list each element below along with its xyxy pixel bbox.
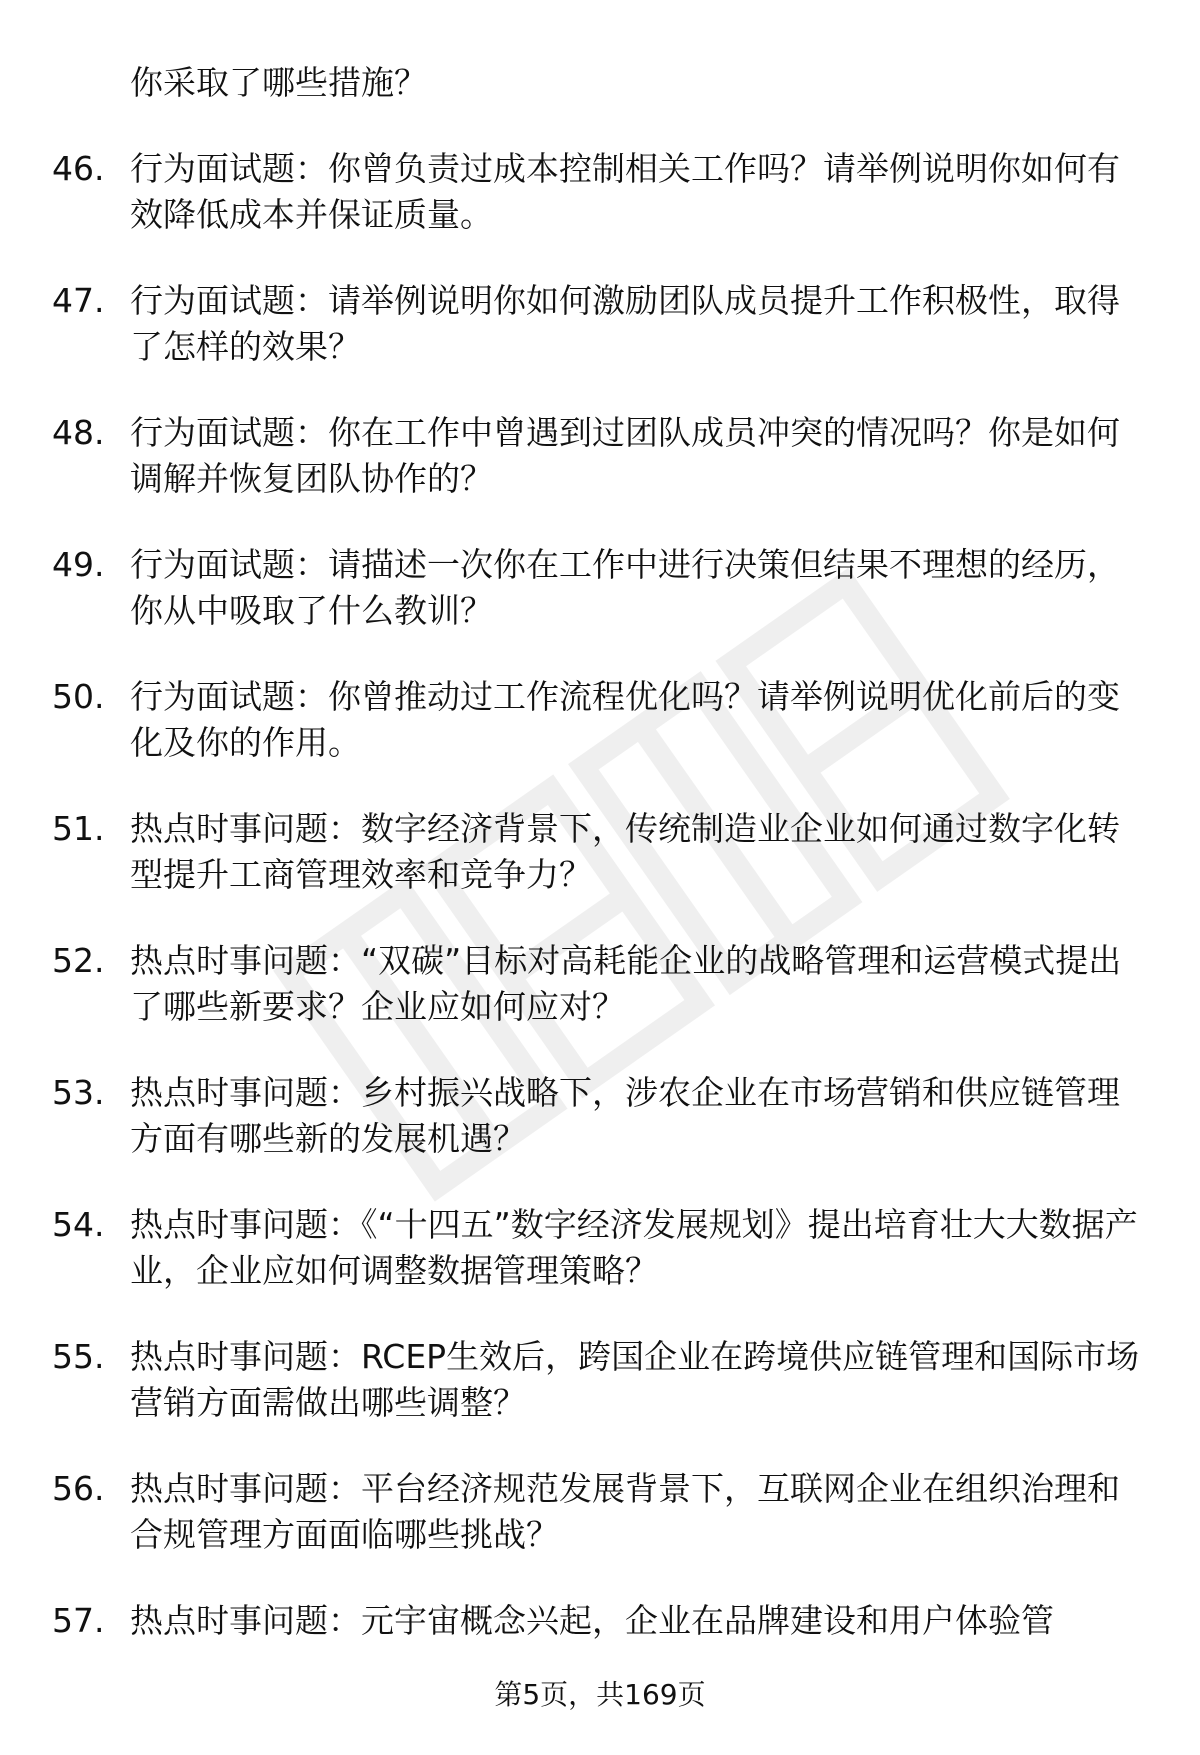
question-text: 热点时事问题：乡村振兴战略下，涉农企业在市场营销和供应链管理方面有哪些新的发展机遇？ bbox=[130, 1073, 1120, 1158]
question-number: 50. bbox=[52, 677, 105, 716]
question-item bbox=[0, 1334, 1200, 1426]
question-number: 48. bbox=[52, 413, 105, 452]
question-number: 47. bbox=[52, 281, 105, 320]
question-number: 46. bbox=[52, 149, 105, 188]
question-number: 51. bbox=[52, 809, 105, 848]
question-text: 行为面试题：请举例说明你如何激励团队成员提升工作积极性，取得了怎样的效果？ bbox=[130, 281, 1120, 366]
question-list bbox=[0, 60, 1200, 1644]
page-footer: 第5页，共169页 bbox=[494, 1678, 706, 1711]
question-number: 54. bbox=[52, 1205, 105, 1244]
continuation-text: 你采取了哪些措施？ bbox=[130, 63, 427, 102]
question-item bbox=[0, 674, 1200, 766]
question-number: 52. bbox=[52, 941, 105, 980]
question-text: 热点时事问题：“双碳”目标对高耗能企业的战略管理和运营模式提出了哪些新要求？企业应如何应对？ bbox=[130, 941, 1122, 1026]
question-number: 53. bbox=[52, 1073, 105, 1112]
question-number: 57. bbox=[52, 1601, 105, 1640]
question-item bbox=[0, 278, 1200, 370]
question-item bbox=[0, 806, 1200, 898]
question-item bbox=[0, 1466, 1200, 1558]
question-item bbox=[0, 1202, 1200, 1294]
question-number: 55. bbox=[52, 1337, 105, 1376]
question-item bbox=[0, 938, 1200, 1030]
question-item bbox=[0, 1598, 1200, 1644]
question-text: 热点时事问题：数字经济背景下，传统制造业企业如何通过数字化转型提升工商管理效率和竞争力？ bbox=[130, 809, 1120, 894]
question-number: 49. bbox=[52, 545, 105, 584]
question-number: 56. bbox=[52, 1469, 105, 1508]
question-text: 行为面试题：你曾负责过成本控制相关工作吗？请举例说明你如何有效降低成本并保证质量。 bbox=[130, 149, 1120, 234]
question-item bbox=[0, 410, 1200, 502]
question-text: 行为面试题：请描述一次你在工作中进行决策但结果不理想的经历，你从中吸取了什么教训？ bbox=[130, 545, 1120, 630]
question-item bbox=[0, 542, 1200, 634]
question-text: 热点时事问题：《“十四五”数字经济发展规划》提出培育壮大大数据产业，企业应如何调整数据管理策略？ bbox=[130, 1205, 1138, 1290]
question-item bbox=[0, 146, 1200, 238]
question-text: 行为面试题：你在工作中曾遇到过团队成员冲突的情况吗？你是如何调解并恢复团队协作的？ bbox=[130, 413, 1120, 498]
question-text: 热点时事问题：元宇宙概念兴起，企业在品牌建设和用户体验管 bbox=[130, 1601, 1054, 1640]
question-item bbox=[0, 1070, 1200, 1162]
question-text: 热点时事问题：平台经济规范发展背景下，互联网企业在组织治理和合规管理方面面临哪些挑战？ bbox=[130, 1469, 1120, 1554]
question-text: 行为面试题：你曾推动过工作流程优化吗？请举例说明优化前后的变化及你的作用。 bbox=[130, 677, 1120, 762]
question-text: 热点时事问题：RCEP生效后，跨国企业在跨境供应链管理和国际市场营销方面需做出哪些调整？ bbox=[130, 1337, 1140, 1422]
